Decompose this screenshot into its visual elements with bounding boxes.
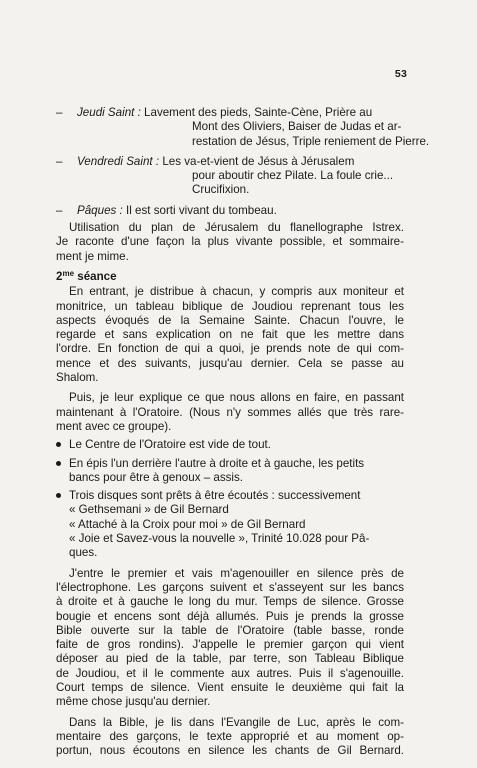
paragraph-line: même chose jusqu'au dernier. — [56, 695, 211, 709]
paragraph-line: mentaire des garçons, le texte approprié et au moment op- — [56, 729, 404, 743]
paragraph-line: Je raconte d'une façon la plus vivante possible, et sommaire- — [56, 235, 404, 249]
entry-term: Vendredi Saint : — [77, 154, 160, 168]
paragraph-line: portun, nous écoutons en silence les chants de Gil Bernard. — [56, 744, 404, 758]
paragraph-explanation — [56, 391, 404, 434]
bullet-line: ques. — [69, 546, 98, 560]
paragraph-line: bougie et encens sont déjà allumés. Puis je prends la grosse — [56, 609, 404, 623]
paragraph-line: ment je mime. — [56, 249, 129, 263]
paragraph-distribution — [56, 285, 404, 385]
entry-dash: – — [56, 106, 63, 119]
entry-term: Pâques : — [77, 203, 123, 217]
paragraph-reading — [56, 716, 404, 759]
intro-paragraph — [56, 221, 404, 264]
bullet-icon — [56, 493, 61, 498]
paragraph-line: faite de gros rondins). J'appelle le premier garçon qui vient — [56, 638, 404, 652]
entry-line: restation de Jésus, Triple reniement de Pierre. — [192, 134, 430, 148]
bullet-line: « Joie et Savez-vous la nouvelle », Trinité 10.028 pour Pâ- — [69, 532, 370, 546]
paragraph-line: regarde et sans explication on ne fait que les mettre dans — [56, 328, 404, 342]
paragraph-line: J'entre le premier et vais m'agenouiller en silence près de — [69, 566, 404, 580]
entry-line: Crucifixion. — [192, 183, 250, 197]
body-text — [56, 106, 430, 758]
bullet-line: « Gethsemani » de Gil Bernard — [69, 503, 229, 517]
entry-jeudi-saint — [56, 106, 430, 149]
paragraph-line: l'électrophone. Les garçons suivent et s'asseyent sur les bancs — [56, 580, 404, 594]
entry-line: Les va-et-vient de Jésus à Jérusalem — [162, 154, 355, 168]
paragraph-line: monitrice, un tableau biblique de Joudiou reprenant tous les — [56, 299, 404, 313]
bullet-icon — [56, 461, 61, 466]
paragraph-line: à droite et à gauche le long du mur. Temps de silence. Grosse — [56, 595, 404, 609]
paragraph-line: Bible ouverte sur la table de l'Oratoire (table basse, ronde — [56, 623, 404, 637]
entry-line: Il est sorti vivant du tombeau. — [126, 203, 277, 217]
paragraph-line: Utilisation du plan de Jérusalem du flanellographe Istrex. — [69, 221, 404, 235]
paragraph-line: mence et des suivants, jusqu'au dernier. Cela se passe au — [56, 356, 404, 370]
bullet-list — [56, 438, 404, 560]
paragraph-line: de Joudiou, et il le commente aux autres. Puis il s'agenouille. — [56, 666, 404, 680]
paragraph-line: maintenant à l'Oratoire. (Nous n'y sommes allés que très rare- — [56, 405, 404, 419]
entry-paques — [56, 204, 404, 218]
paragraph-line: l'ordre. En fonction de qui a quoi, je prends note de qui com- — [56, 342, 404, 356]
entry-term: Jeudi Saint : — [77, 106, 141, 119]
paragraph-line: Shalom. — [56, 371, 99, 385]
paragraph-line: aspects évoqués de la Semaine Sainte. Chacun l'ouvre, le — [56, 313, 404, 327]
paragraph-line: Puis, je leur explique ce que nous allons en faire, en passant — [69, 391, 404, 405]
paragraph-ceremony — [56, 567, 404, 710]
entry-line: Lavement des pieds, Sainte-Cène, Prière au — [144, 106, 373, 119]
paragraph-line: En entrant, je distribue à chacun, y compris aux moniteur et — [69, 285, 404, 299]
paragraph-line: ment avec ce groupe). — [56, 419, 172, 433]
bullet-icon — [56, 442, 61, 447]
paragraph-line: Dans la Bible, je lis dans l'Evangile de Luc, après le com- — [69, 715, 404, 729]
entry-line: Mont des Oliviers, Baiser de Judas et ar- — [192, 120, 402, 134]
bullet-item: Trois disques sont prêts à être écoutés : successivement « Gethsemani » de Gil Bernard « Attaché à la Croix pour moi » de Gil Bernard « Joie et Savez-vous la nouvelle », Trinité 10.028 pour Pâ- ques. — [56, 489, 404, 560]
bullet-item: En épis l'un derrière l'autre à droite et à gauche, les petits bancs pour être à genoux – assis. — [56, 457, 404, 486]
section-heading: $2^{me}$ séance — [56, 268, 117, 283]
entry-dash: – — [56, 154, 63, 168]
page-number: 53 — [394, 68, 407, 80]
entry-dash: – — [56, 203, 63, 217]
paragraph-line: Court temps de silence. Vient ensuite le deuxième qui fait la — [56, 680, 404, 694]
bullet-line: bancs pour être à genoux – assis. — [69, 470, 244, 484]
entry-vendredi-saint — [56, 155, 404, 198]
bullet-item: Le Centre de l'Oratoire est vide de tout. — [56, 438, 404, 452]
paragraph-line: déposer au pied de la table, par terre, son Tableau Biblique — [56, 652, 404, 666]
entry-line: pour aboutir chez Pilate. La foule crie... — [192, 169, 394, 183]
bullet-line: « Attaché à la Croix pour moi » de Gil Bernard — [69, 517, 306, 531]
